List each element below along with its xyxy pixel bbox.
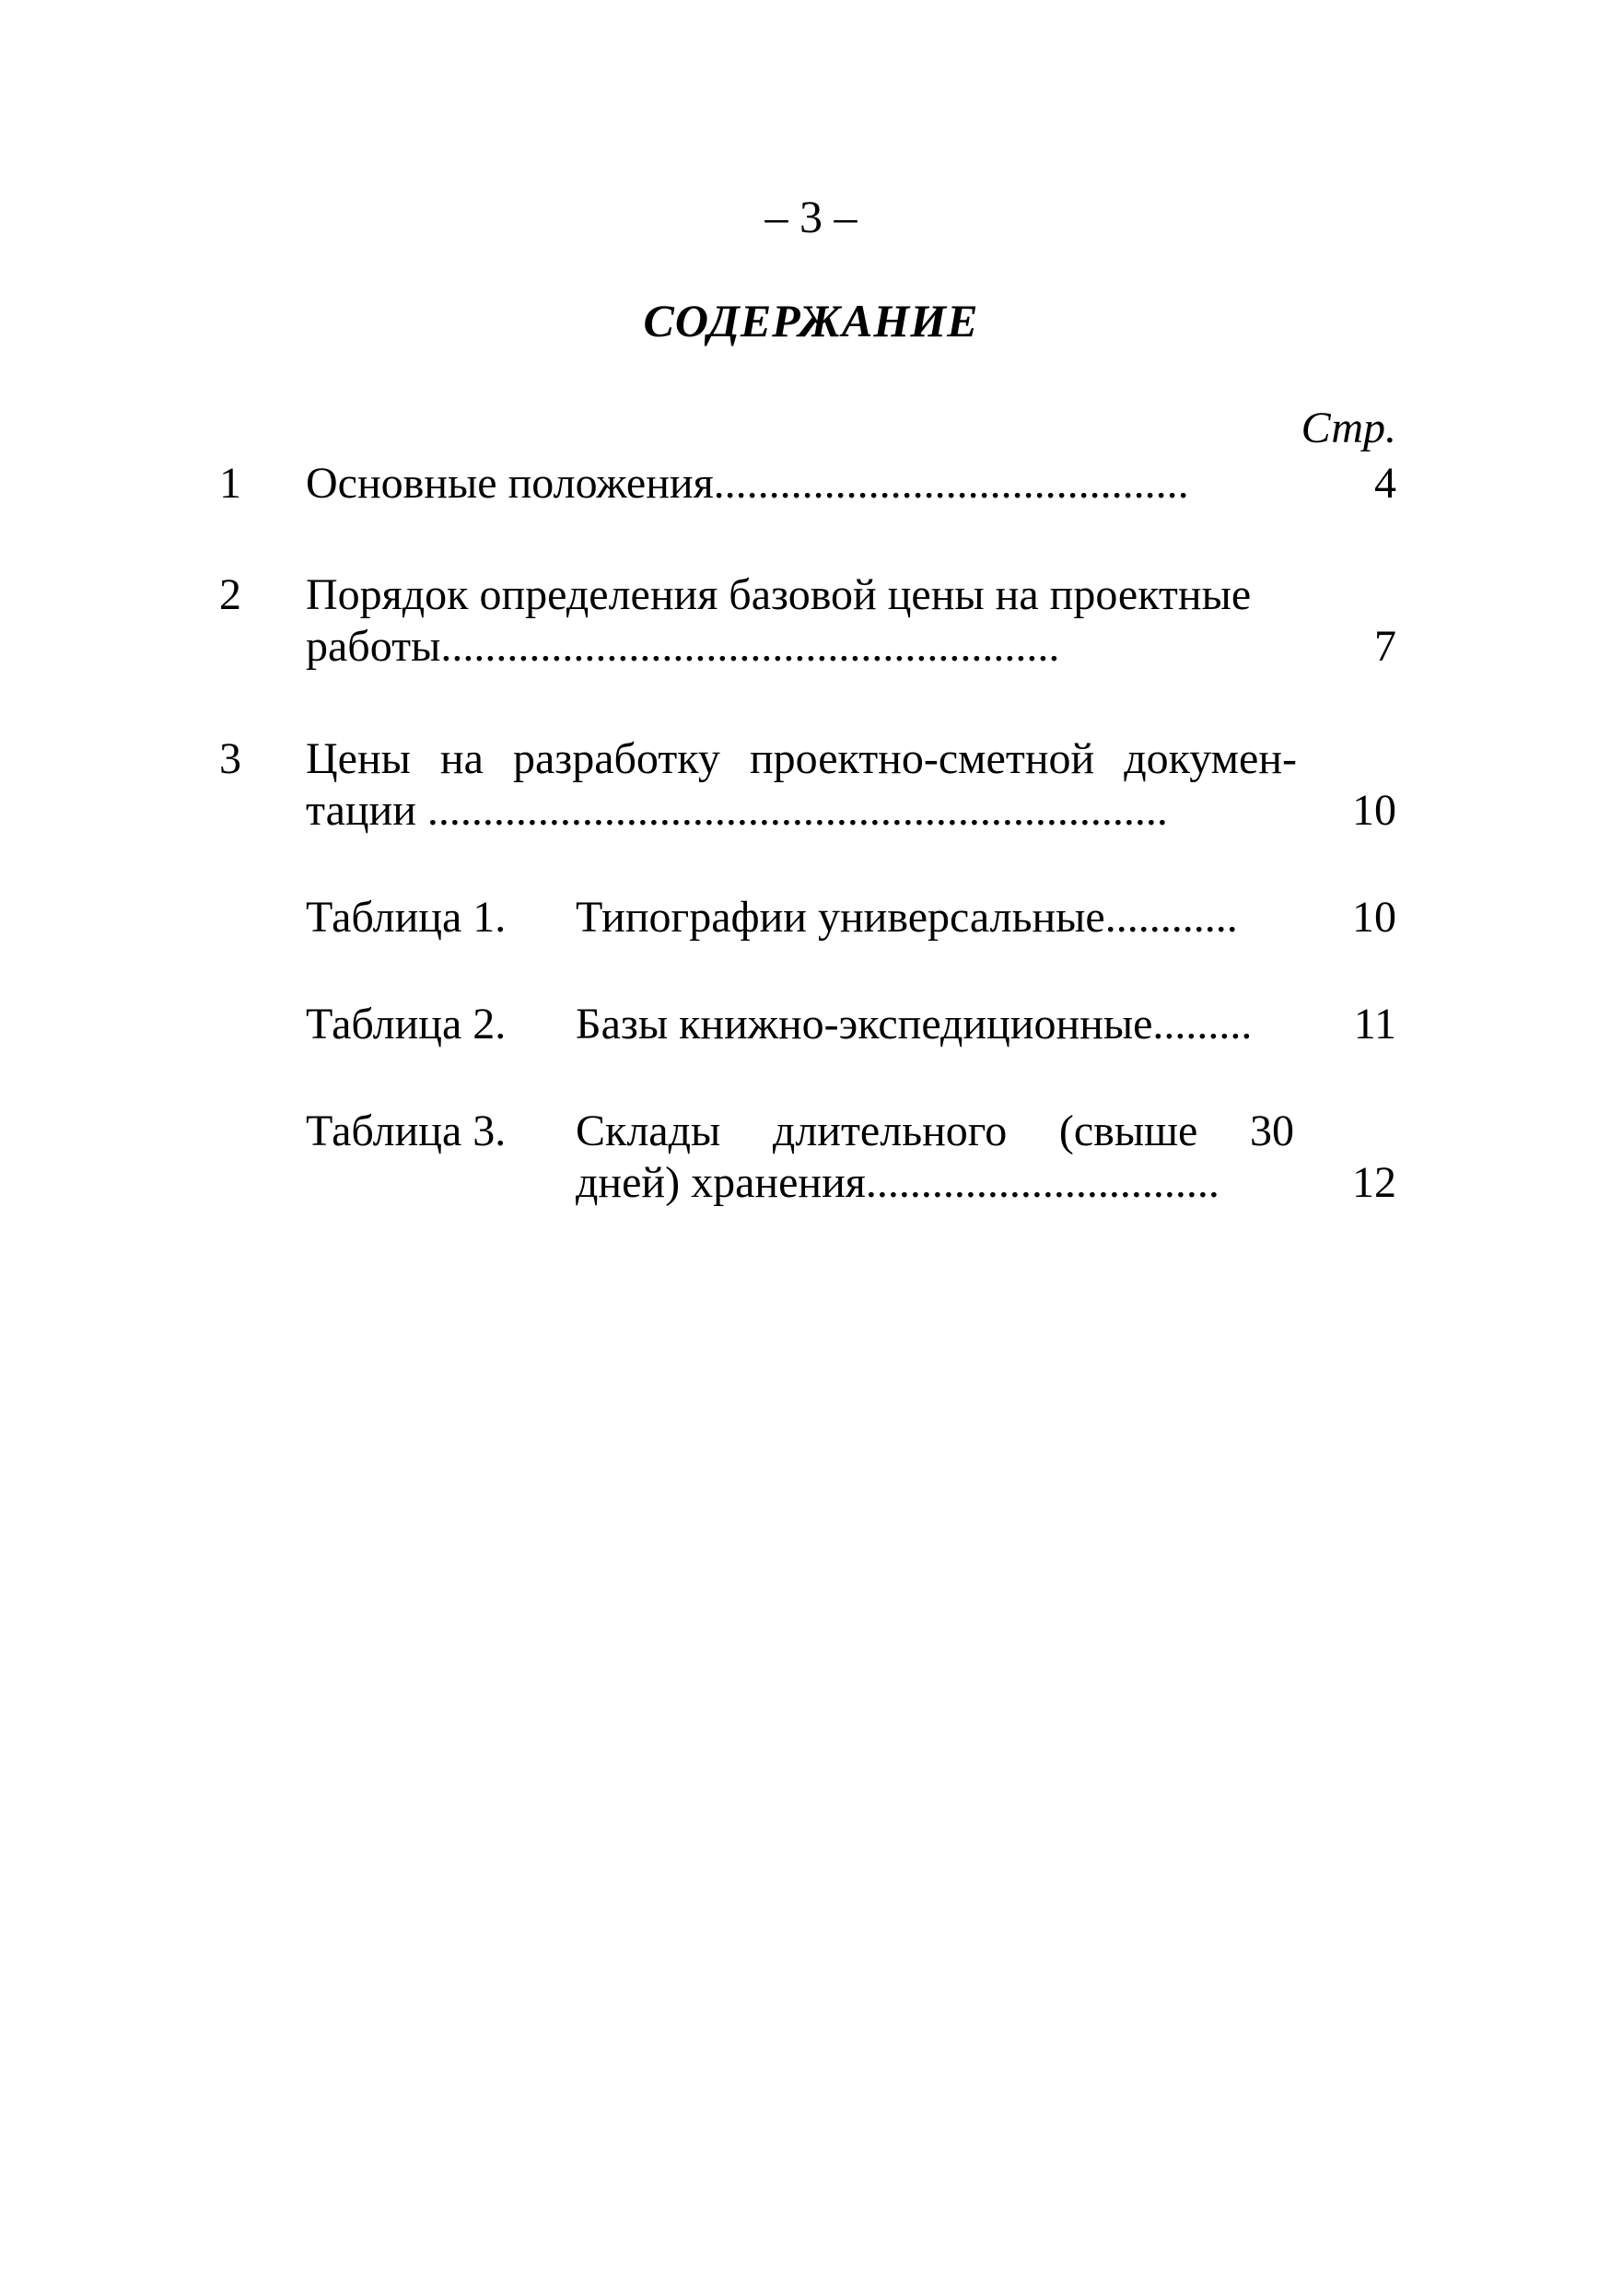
table-page-number: 11 xyxy=(1353,1000,1396,1048)
section-title-line: Порядок определения базовой цены на проектные xyxy=(306,570,1252,619)
page-column-header: Стр. xyxy=(1301,404,1396,452)
section-page-number: 10 xyxy=(1352,786,1396,835)
table-title-line: Типографии универсальные............ xyxy=(576,893,1238,942)
table-title-line: дней) хранения................................ xyxy=(576,1158,1219,1207)
table-page-number: 10 xyxy=(1352,893,1396,942)
section-title-line xyxy=(306,733,1297,785)
section-page-number: 4 xyxy=(1374,459,1396,508)
word: разработку xyxy=(512,734,720,783)
section-page-number: 7 xyxy=(1374,622,1396,671)
word: длительного xyxy=(772,1107,1008,1155)
word: (свыше xyxy=(1058,1107,1198,1155)
section-number: 1 xyxy=(219,459,241,508)
table-title-line xyxy=(576,1106,1294,1157)
table-label: Таблица 1. xyxy=(306,893,507,942)
page-title: СОДЕРЖАНИЕ xyxy=(643,295,979,346)
page-number: – 3 – xyxy=(764,191,858,242)
table-label: Таблица 3. xyxy=(306,1107,507,1155)
word: 30 xyxy=(1249,1107,1294,1155)
word: проектно-сметной xyxy=(749,734,1095,783)
section-title-line: Основные положения........................................... xyxy=(306,459,1189,508)
word: докумен- xyxy=(1124,734,1297,783)
section-number: 3 xyxy=(219,734,241,783)
section-title-text xyxy=(306,733,1297,785)
section-title-line: работы........................................................ xyxy=(306,622,1060,671)
table-label: Таблица 2. xyxy=(306,1000,507,1048)
table-title-line: Базы книжно-экспедиционные......... xyxy=(576,1000,1253,1048)
section-number: 2 xyxy=(219,570,241,619)
section-title-line: тации ................................................................... xyxy=(306,786,1168,835)
table-page-number: 12 xyxy=(1352,1158,1396,1207)
word: на xyxy=(439,734,484,783)
word: Склады xyxy=(576,1107,721,1155)
word: Цены xyxy=(306,734,411,783)
